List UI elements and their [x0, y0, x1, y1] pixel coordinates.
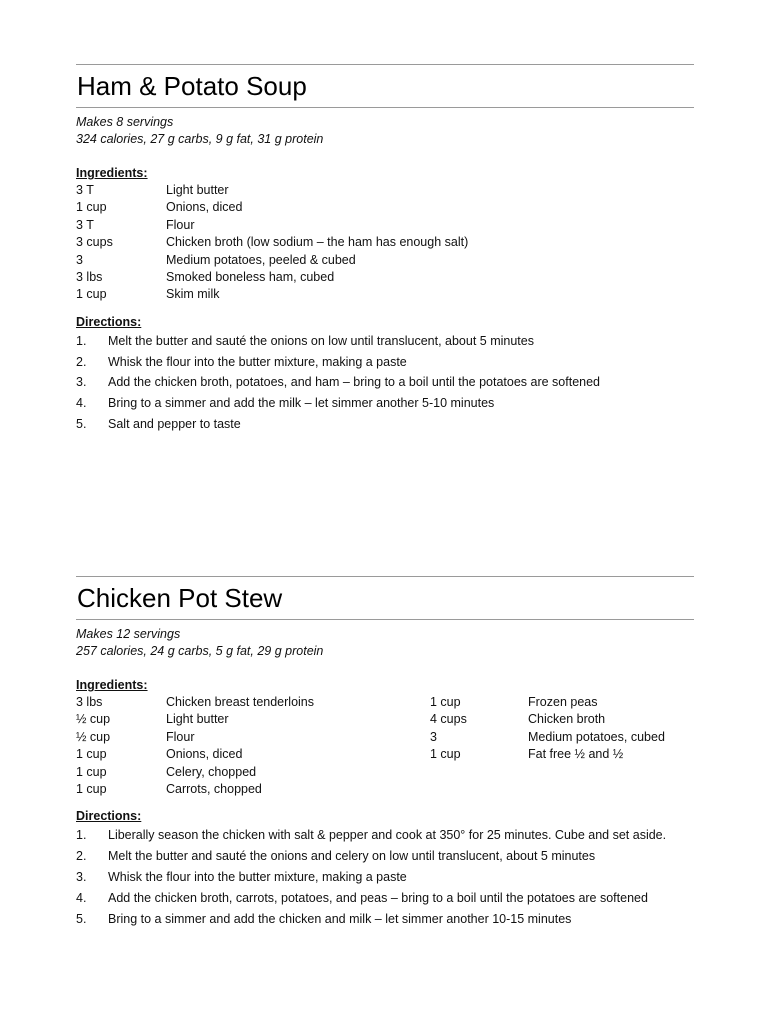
ingredient-qty: 3 cups: [76, 235, 113, 250]
ingredient-row: [76, 711, 694, 728]
step-text: Melt the butter and sauté the onions on low until translucent, about 5 minutes: [108, 333, 534, 348]
ingredient-item-col2: Frozen peas: [528, 695, 598, 709]
direction-step: [76, 909, 694, 930]
step-number: 2.: [76, 849, 87, 864]
step-text: Whisk the flour into the butter mixture, making a paste: [108, 869, 407, 884]
step-number: 4.: [76, 396, 87, 411]
direction-step: [76, 393, 694, 414]
recipe-title: Chicken Pot Stew: [77, 583, 283, 613]
ingredient-row: [76, 234, 694, 251]
ingredient-item-col2: Chicken broth: [528, 712, 606, 727]
direction-step: [76, 888, 694, 909]
ingredient-item: Chicken breast tenderloins: [166, 695, 314, 709]
ingredient-item: Light butter: [166, 183, 229, 197]
ingredient-item: Flour: [166, 217, 195, 232]
step-number: 1.: [76, 333, 87, 348]
ingredient-item: Onions, diced: [166, 200, 243, 215]
ingredient-qty: ½ cup: [76, 729, 111, 744]
title-divider: [76, 619, 694, 620]
direction-step: [76, 352, 694, 373]
directions-list: [76, 331, 694, 435]
step-text: Add the chicken broth, carrots, potatoes, and peas – bring to a boil until the potatoes are softened: [108, 890, 648, 905]
ingredient-qty: 3: [76, 252, 83, 267]
ingredients-list: [76, 694, 694, 798]
step-number: 2.: [76, 354, 87, 369]
step-number: 3.: [76, 375, 87, 390]
ingredient-qty-col2: [430, 781, 528, 798]
ingredient-row: [76, 217, 694, 234]
step-text: Add the chicken broth, potatoes, and ham – bring to a boil until the potatoes are softened: [108, 375, 600, 390]
step-text: Melt the butter and sauté the onions and celery on low until translucent, about 5 minutes: [108, 849, 596, 864]
direction-step: [76, 825, 694, 846]
ingredient-qty: 3 lbs: [76, 695, 103, 709]
ingredient-qty: 3 T: [76, 183, 94, 197]
step-text: Whisk the flour into the butter mixture, making a paste: [108, 354, 407, 369]
ingredient-qty: ½ cup: [76, 712, 111, 727]
step-number: 5.: [76, 416, 87, 431]
ingredient-row: [76, 746, 694, 763]
ingredient-item-col2: Medium potatoes, cubed: [528, 729, 665, 744]
ingredient-item: Carrots, chopped: [166, 781, 262, 796]
nutrition: 257 calories, 24 g carbs, 5 g fat, 29 g protein: [76, 644, 324, 658]
ingredient-qty-col2: 1 cup: [430, 747, 461, 762]
ingredient-qty: 3 T: [76, 217, 94, 232]
ingredient-item: Celery, chopped: [166, 764, 257, 779]
servings: Makes 8 servings: [76, 115, 174, 129]
direction-step: [76, 867, 694, 888]
ingredients-list: [76, 182, 694, 304]
directions-heading: Directions:: [76, 314, 142, 329]
recipe-chicken-pot-stew: [76, 576, 694, 929]
ingredient-qty: 1 cup: [76, 200, 107, 215]
title-divider: [76, 107, 694, 108]
ingredient-qty-col2: [430, 764, 528, 781]
direction-step: [76, 414, 694, 435]
step-number: 1.: [76, 828, 87, 843]
recipe-ham-potato-soup: [76, 64, 694, 435]
ingredient-qty-col2: 1 cup: [430, 695, 461, 709]
ingredient-qty: 1 cup: [76, 747, 107, 762]
step-number: 5.: [76, 911, 87, 926]
ingredient-row: [76, 694, 694, 711]
step-text: Bring to a simmer and add the milk – let simmer another 5-10 minutes: [108, 396, 495, 411]
ingredient-qty: 3 lbs: [76, 269, 103, 284]
ingredient-row: [76, 199, 694, 216]
step-text: Bring to a simmer and add the chicken and milk – let simmer another 10-15 minutes: [108, 911, 572, 926]
ingredient-item-col2: Fat free ½ and ½: [528, 747, 624, 762]
ingredient-item: Smoked boneless ham, cubed: [166, 269, 335, 284]
directions-list: [76, 825, 694, 929]
step-number: 4.: [76, 890, 87, 905]
ingredient-item: Light butter: [166, 712, 229, 727]
ingredients-heading: Ingredients:: [76, 678, 148, 692]
servings: Makes 12 servings: [76, 627, 181, 641]
ingredient-qty-col2: 4 cups: [430, 712, 467, 727]
ingredient-row: [76, 182, 694, 199]
ingredient-row: [76, 781, 694, 798]
ingredient-row: [76, 729, 694, 746]
direction-step: [76, 372, 694, 393]
ingredient-row: [76, 286, 694, 303]
ingredient-qty: 1 cup: [76, 781, 107, 796]
direction-step: [76, 846, 694, 867]
step-text: Liberally season the chicken with salt & pepper and cook at 350° for 25 minutes. Cube and set aside.: [108, 828, 667, 843]
directions-heading: Directions:: [76, 809, 142, 824]
direction-step: [76, 331, 694, 352]
ingredient-qty: 1 cup: [76, 287, 107, 302]
ingredients-heading: Ingredients:: [76, 166, 148, 180]
ingredient-item: Flour: [166, 729, 195, 744]
nutrition: 324 calories, 27 g carbs, 9 g fat, 31 g protein: [76, 132, 324, 146]
ingredient-row: [76, 269, 694, 286]
step-number: 3.: [76, 869, 87, 884]
ingredient-item: Skim milk: [166, 287, 220, 302]
recipe-title: Ham & Potato Soup: [77, 71, 307, 101]
ingredient-qty: 1 cup: [76, 764, 107, 779]
ingredient-qty-col2: 3: [430, 729, 437, 744]
ingredient-row: [76, 764, 694, 781]
ingredient-item: Chicken broth (low sodium – the ham has enough salt): [166, 235, 469, 250]
ingredient-item: Onions, diced: [166, 747, 243, 762]
step-text: Salt and pepper to taste: [108, 416, 241, 431]
ingredient-row: [76, 252, 694, 269]
ingredient-item: Medium potatoes, peeled & cubed: [166, 252, 356, 267]
